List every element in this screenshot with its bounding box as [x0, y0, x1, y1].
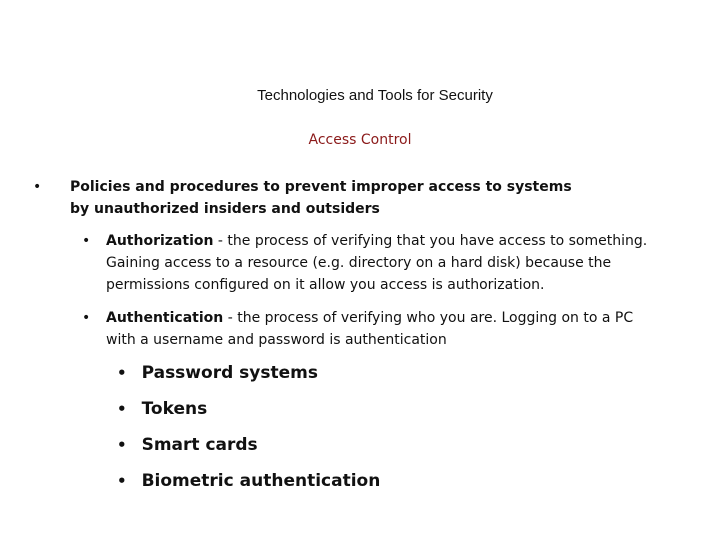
bullet-marker: • — [82, 310, 91, 326]
list-item-label: Smart cards — [141, 435, 258, 455]
bullet-marker: • — [117, 400, 127, 418]
bullet-marker: • — [82, 233, 91, 249]
term-authentication: Authentication — [106, 310, 224, 326]
bullet-policies — [33, 176, 633, 220]
bullet-text — [106, 230, 666, 296]
section-subtitle: Access Control — [308, 132, 412, 148]
list-item-label: Password systems — [141, 363, 318, 383]
bullet-marker: • — [33, 179, 42, 195]
desc-authorization: - the process of verifying that you have access to something. Gaining access to a resource (e.g. directory on a hard disk) because the permissions configured on it allow you access is authorization. — [106, 233, 648, 293]
bullet-authentication — [82, 307, 682, 351]
bullet-marker: • — [117, 436, 127, 454]
list-item-label: Tokens — [141, 399, 208, 419]
bullet-authorization — [82, 230, 682, 296]
list-item-tokens — [117, 399, 207, 419]
page-title: Technologies and Tools for Security — [257, 87, 493, 104]
list-item-password-systems — [117, 363, 318, 383]
bullet-text: Policies and procedures to prevent improper access to systems by unauthorized insiders and outsiders — [70, 179, 572, 217]
desc-authentication: - the process of verifying who you are. Logging on to a PC with a username and password is authentication — [106, 310, 634, 348]
bullet-marker: • — [117, 472, 127, 490]
term-authorization: Authorization — [106, 233, 214, 249]
bullet-marker: • — [117, 364, 127, 382]
bullet-text — [106, 307, 666, 351]
list-item-label: Biometric authentication — [141, 471, 381, 491]
list-item-biometric — [117, 471, 380, 491]
list-item-smart-cards — [117, 435, 258, 455]
